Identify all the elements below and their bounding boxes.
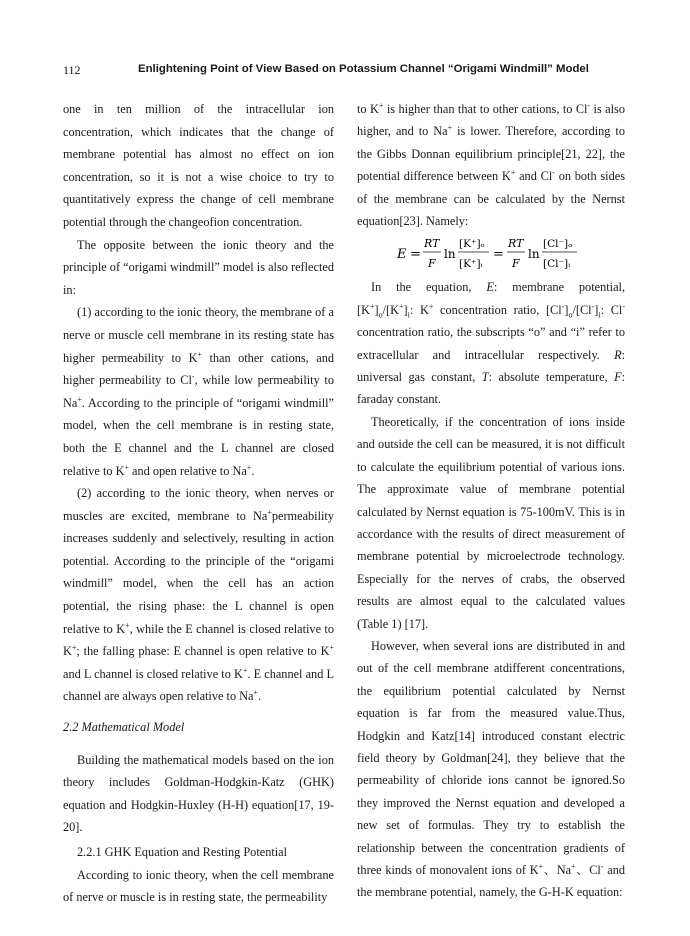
paragraph: (2) according to the ionic theory, when nerves or muscles are excited, membrane to Na+permeability increases suddenly and selectively, resulting in action potential. According to the principle of the “origami windmill” model, when the cell has an action potential, the rising phase: the L channel is open relative to K+, while the E channel is closed relative to K+; the falling phase: E channel is open relative to K+ and L channel is closed relative to K+. E channel and L channel are always open relative to Na+. — [63, 486, 334, 704]
eq-term: [K⁺]ₒ — [459, 238, 485, 251]
eq-term: E — [397, 247, 407, 263]
eq-term: ln — [528, 247, 540, 262]
eq-term: = — [410, 247, 421, 263]
eq-term: = — [493, 247, 504, 263]
right-column — [357, 98, 625, 904]
eq-term: F — [512, 257, 520, 271]
running-title: Enlightening Point of View Based on Potassium Channel “Origami Windmill” Model — [138, 63, 589, 75]
paragraph: However, when several ions are distributed in and out of the cell membrane atdifferent concentrations, the equilibrium potential calculated by Nernst equation is far from the measured value.Thus, Hodgkin and Katz[14] introduced constant electric field theory by Goldman[24], they believe that the permeability of chloride ions cannot be ignored.So they improved the Nernst equation and developed a new set of formulas. They try to establish the relationship between the concentration gradients of three kinds of monovalent ions of K+、Na+、Cl- and the membrane potential, namely, the G-H-K equation: — [357, 638, 625, 900]
eq-term: [Cl⁻]ᵢ — [543, 258, 571, 271]
equation-graphic — [397, 234, 597, 274]
eq-term: F — [428, 257, 436, 271]
left-column — [63, 98, 334, 909]
eq-term: [K⁺]ᵢ — [459, 258, 483, 271]
page-header — [63, 63, 627, 83]
eq-term: [Cl⁻]ₒ — [543, 238, 573, 251]
eq-term: RT — [424, 237, 440, 251]
paragraph: The opposite between the ionic theory and the principle of “origami windmill” model is also reflected in: — [63, 237, 334, 297]
paragraph: Building the mathematical models based on the ion theory includes Goldman-Hodgkin-Katz (GHK) equation and Hodgkin-Huxley (H-H) equation[17, 19-20]. — [63, 752, 334, 835]
paragraph: Theoretically, if the concentration of ions inside and outside the cell can be measured, it is not difficult to calculate the equilibrium potential of various ions. The approximate value of membrane potential calculated by Nernst equation is 75-100mV. This is in accordance with the results of direct measurement of membrane potential by microelectrode technology. Especially for the nerves of crabs, the observed results are almost equal to the calculated values (Table 1) [17]. — [357, 414, 625, 631]
paragraph: According to ionic theory, when the cell membrane of nerve or muscle is in resting state, the permeability — [63, 867, 334, 905]
subsection-heading: 2.2.1 GHK Equation and Resting Potential — [77, 845, 288, 859]
paragraph: In the equation, E: membrane potential, $[K^+]_o/[K^+]_i$: K+ concentration ratio, $[Cl^-]_o/[Cl^-]_i$: Cl- concentration ratio, the subscripts “o” and “i” refer to extracellular and intracellular respectively. R: universal gas constant, T: absolute temperature, F: faraday constant. — [357, 280, 626, 407]
page-number: 112 — [63, 63, 81, 77]
paragraph: to K+ is higher than that to other cations, to Cl- is also higher, and to Na+ is lower. Therefore, according to the Gibbs Donnan equilibrium principle[21, 22], the potential difference between K+ and Cl- on both sides of the membrane can be calculated by the Nernst equation[23]. Namely: — [357, 100, 625, 229]
paragraph: (1) according to the ionic theory, the membrane of a nerve or muscle cell membrane in its resting state has higher permeability to K+ than other cations, and higher permeability to Cl-, while low permeability to Na+. According to the principle of “origami windmill” model, when the cell membrane is in resting state, both the E channel and the L channel are closed relative to K+ and open relative to Na+. — [63, 305, 334, 478]
eq-term: ln — [444, 247, 456, 262]
nernst-equation — [357, 234, 625, 274]
paragraph: one in ten million of the intracellular ion concentration, which indicates that the change of membrane potential has almost no effect on ion concentration, so it is not a wise choice to try to quantitatively express the change of cell membrane potential through the changeofion concentration. — [63, 102, 334, 229]
eq-term: RT — [508, 237, 524, 251]
section-heading: 2.2 Mathematical Model — [63, 720, 185, 735]
